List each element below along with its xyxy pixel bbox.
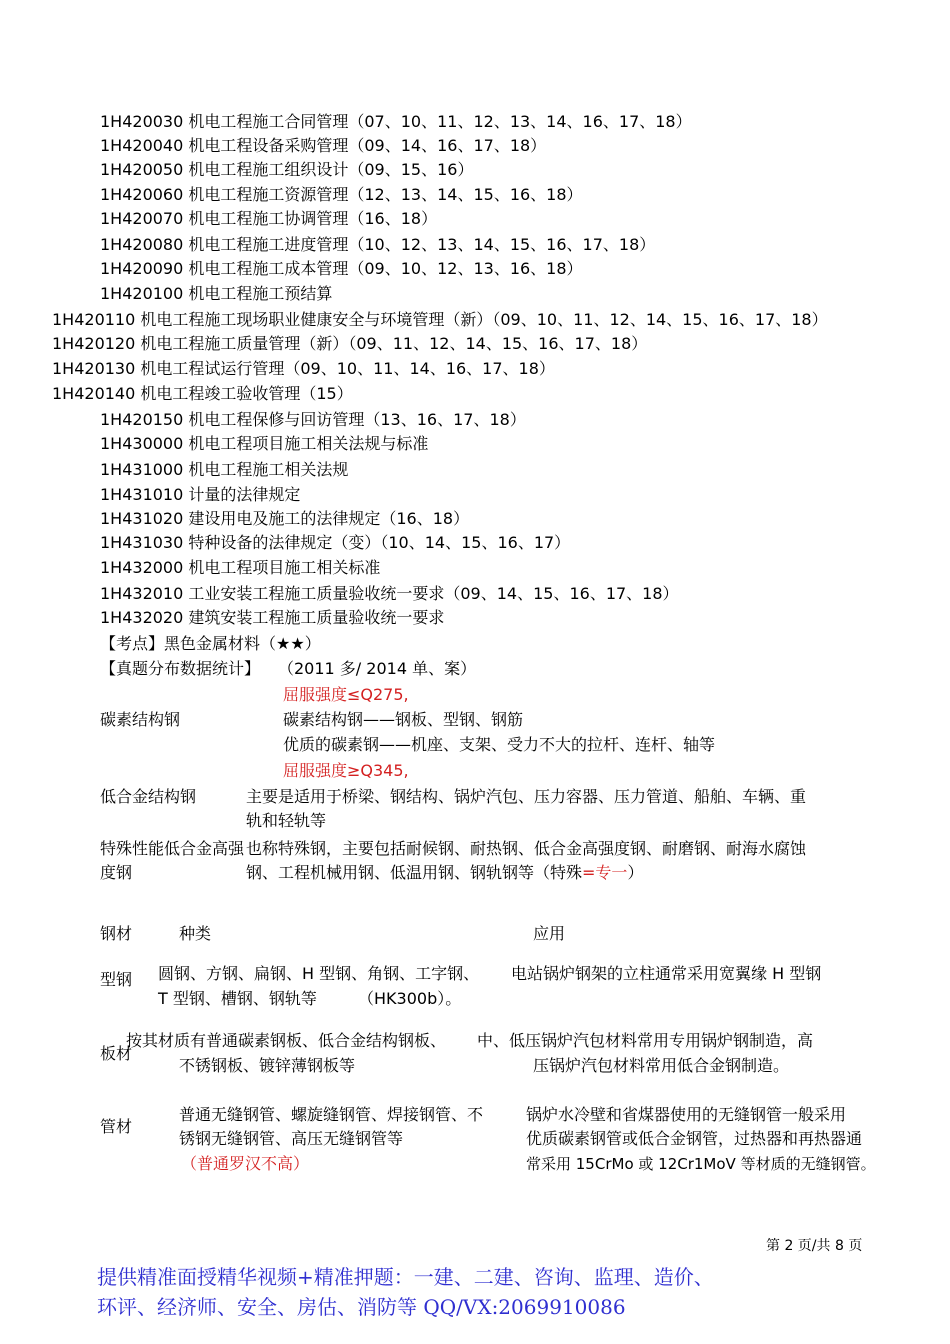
promo-line-1: 提供精准面授精华视频+精准押题：一建、二建、咨询、监理、造价、 — [97, 1265, 714, 1289]
lowalloy-line1: 主要是适用于桥梁、钢结构、锅炉汽包、压力容器、压力管道、船舶、车辆、重 — [246, 787, 807, 806]
toc-line: 1H431030 特种设备的法律规定（变）（10、14、15、16、17） — [100, 533, 571, 552]
promo-line-2: 环评、经济师、安全、房估、消防等 QQ/VX:2069910086 — [97, 1295, 626, 1319]
toc-line: 1H420070 机电工程施工协调管理（16、18） — [100, 209, 438, 228]
carbon-name: 碳素结构钢 — [100, 710, 181, 729]
carbon-line1: 碳素结构钢——钢板、型钢、钢筋 — [283, 710, 524, 729]
row-ban-name: 板材 — [100, 1044, 133, 1063]
toc-line: 1H420110 机电工程施工现场职业健康安全与环境管理（新）（09、10、11、12、14、15、16、17、18） — [52, 310, 828, 329]
row-xing-name: 型钢 — [100, 970, 133, 989]
toc-line: 1H420120 机电工程施工质量管理（新）（09、11、12、14、15、16、17、18） — [52, 334, 648, 353]
toc-line: 1H420100 机电工程施工预结算 — [100, 284, 333, 303]
lowalloy-strength: 屈服强度≥Q345, — [283, 761, 409, 780]
toc-line: 1H420080 机电工程施工进度管理（10、12、13、14、15、16、17、18） — [100, 235, 656, 254]
row-xing-kind2: T 型钢、槽钢、钢轨等 — [158, 989, 317, 1008]
toc-line: 1H420090 机电工程施工成本管理（09、10、12、13、16、18） — [100, 259, 583, 278]
zhenti-value: （2011 多/ 2014 单、案） — [278, 659, 477, 678]
row-xing-app2: （HK300b）。 — [358, 989, 462, 1008]
toc-line: 1H420060 机电工程施工资源管理（12、13、14、15、16、18） — [100, 185, 583, 204]
carbon-line2: 优质的碳素钢——机座、支架、受力不大的拉杆、连杆、轴等 — [283, 735, 716, 754]
row-guan-app2: 优质碳素钢管或低合金钢管，过热器和再热器通 — [526, 1129, 863, 1148]
row-xing-app1: 电站锅炉钢架的立柱通常采用宽翼缘 H 型钢 — [511, 964, 822, 983]
toc-line: 1H420140 机电工程竣工验收管理（15） — [52, 384, 353, 403]
toc-line: 1H431010 计量的法律规定 — [100, 485, 301, 504]
row-guan-app1: 锅炉水冷壁和省煤器使用的无缝钢管一般采用 — [526, 1105, 847, 1124]
table-header-app: 应用 — [533, 924, 566, 943]
toc-line: 1H431000 机电工程施工相关法规 — [100, 460, 349, 479]
toc-line: 1H432020 建筑安装工程施工质量验收统一要求 — [100, 608, 445, 627]
toc-line: 1H430000 机电工程项目施工相关法规与标准 — [100, 434, 429, 453]
toc-line: 1H420040 机电工程设备采购管理（09、14、16、17、18） — [100, 136, 547, 155]
table-header-steel: 钢材 — [100, 924, 133, 943]
row-guan-kind3: （普通罗汉不高） — [181, 1154, 310, 1173]
toc-line: 1H431020 建设用电及施工的法律规定（16、18） — [100, 509, 470, 528]
special-name-2: 度钢 — [100, 863, 133, 882]
row-guan-kind2: 锈钢无缝钢管、高压无缝钢管等 — [179, 1129, 404, 1148]
toc-line: 1H420030 机电工程施工合同管理（07、10、11、12、13、14、16、17、18） — [100, 112, 692, 131]
toc-line: 1H420050 机电工程施工组织设计（09、15、16） — [100, 160, 474, 179]
toc-line: 1H420130 机电工程试运行管理（09、10、11、14、16、17、18） — [52, 359, 555, 378]
row-guan-app3: 常采用 15CrMo 或 12Cr1MoV 等材质的无缝钢管。 — [526, 1155, 876, 1173]
page-number: 第 2 页/共 8 页 — [766, 1238, 863, 1254]
special-line2-red: =专一 — [582, 863, 628, 882]
special-line2-end: ） — [627, 863, 644, 882]
zhenti-label: 【真题分布数据统计】 — [100, 659, 261, 678]
row-ban-app2: 压锅炉汽包材料常用低合金钢制造。 — [533, 1056, 790, 1075]
row-guan-kind1: 普通无缝钢管、螺旋缝钢管、焊接钢管、不 — [179, 1105, 484, 1124]
lowalloy-line2: 轨和轻轨等 — [246, 811, 327, 830]
row-ban-kind1: 按其材质有普通碳素钢板、低合金结构钢板、 — [126, 1031, 447, 1050]
row-ban-app1: 中、低压锅炉汽包材料常用专用锅炉钢制造，高 — [477, 1031, 814, 1050]
special-line2 — [246, 863, 643, 883]
row-guan-name: 管材 — [100, 1117, 133, 1136]
toc-line: 1H420150 机电工程保修与回访管理（13、16、17、18） — [100, 410, 526, 429]
table-header-kind: 种类 — [179, 924, 212, 943]
toc-line: 1H432010 工业安装工程施工质量验收统一要求（09、14、15、16、17、18） — [100, 584, 679, 603]
carbon-strength: 屈服强度≤Q275, — [283, 685, 409, 704]
row-ban-kind2: 不锈钢板、镀锌薄钢板等 — [179, 1056, 356, 1075]
lowalloy-name: 低合金结构钢 — [100, 787, 197, 806]
kaodian-heading: 【考点】黑色金属材料（★★） — [100, 634, 321, 653]
special-line2-text: 钢、工程机械用钢、低温用钢、钢轨钢等（特殊 — [246, 863, 583, 882]
row-xing-kind1: 圆钢、方钢、扁钢、H 型钢、角钢、工字钢、 — [158, 964, 480, 983]
special-line1: 也称特殊钢，主要包括耐候钢、耐热钢、低合金高强度钢、耐磨钢、耐海水腐蚀 — [246, 839, 807, 858]
special-name-1: 特殊性能低合金高强 — [100, 839, 245, 858]
toc-line: 1H432000 机电工程项目施工相关标准 — [100, 558, 381, 577]
